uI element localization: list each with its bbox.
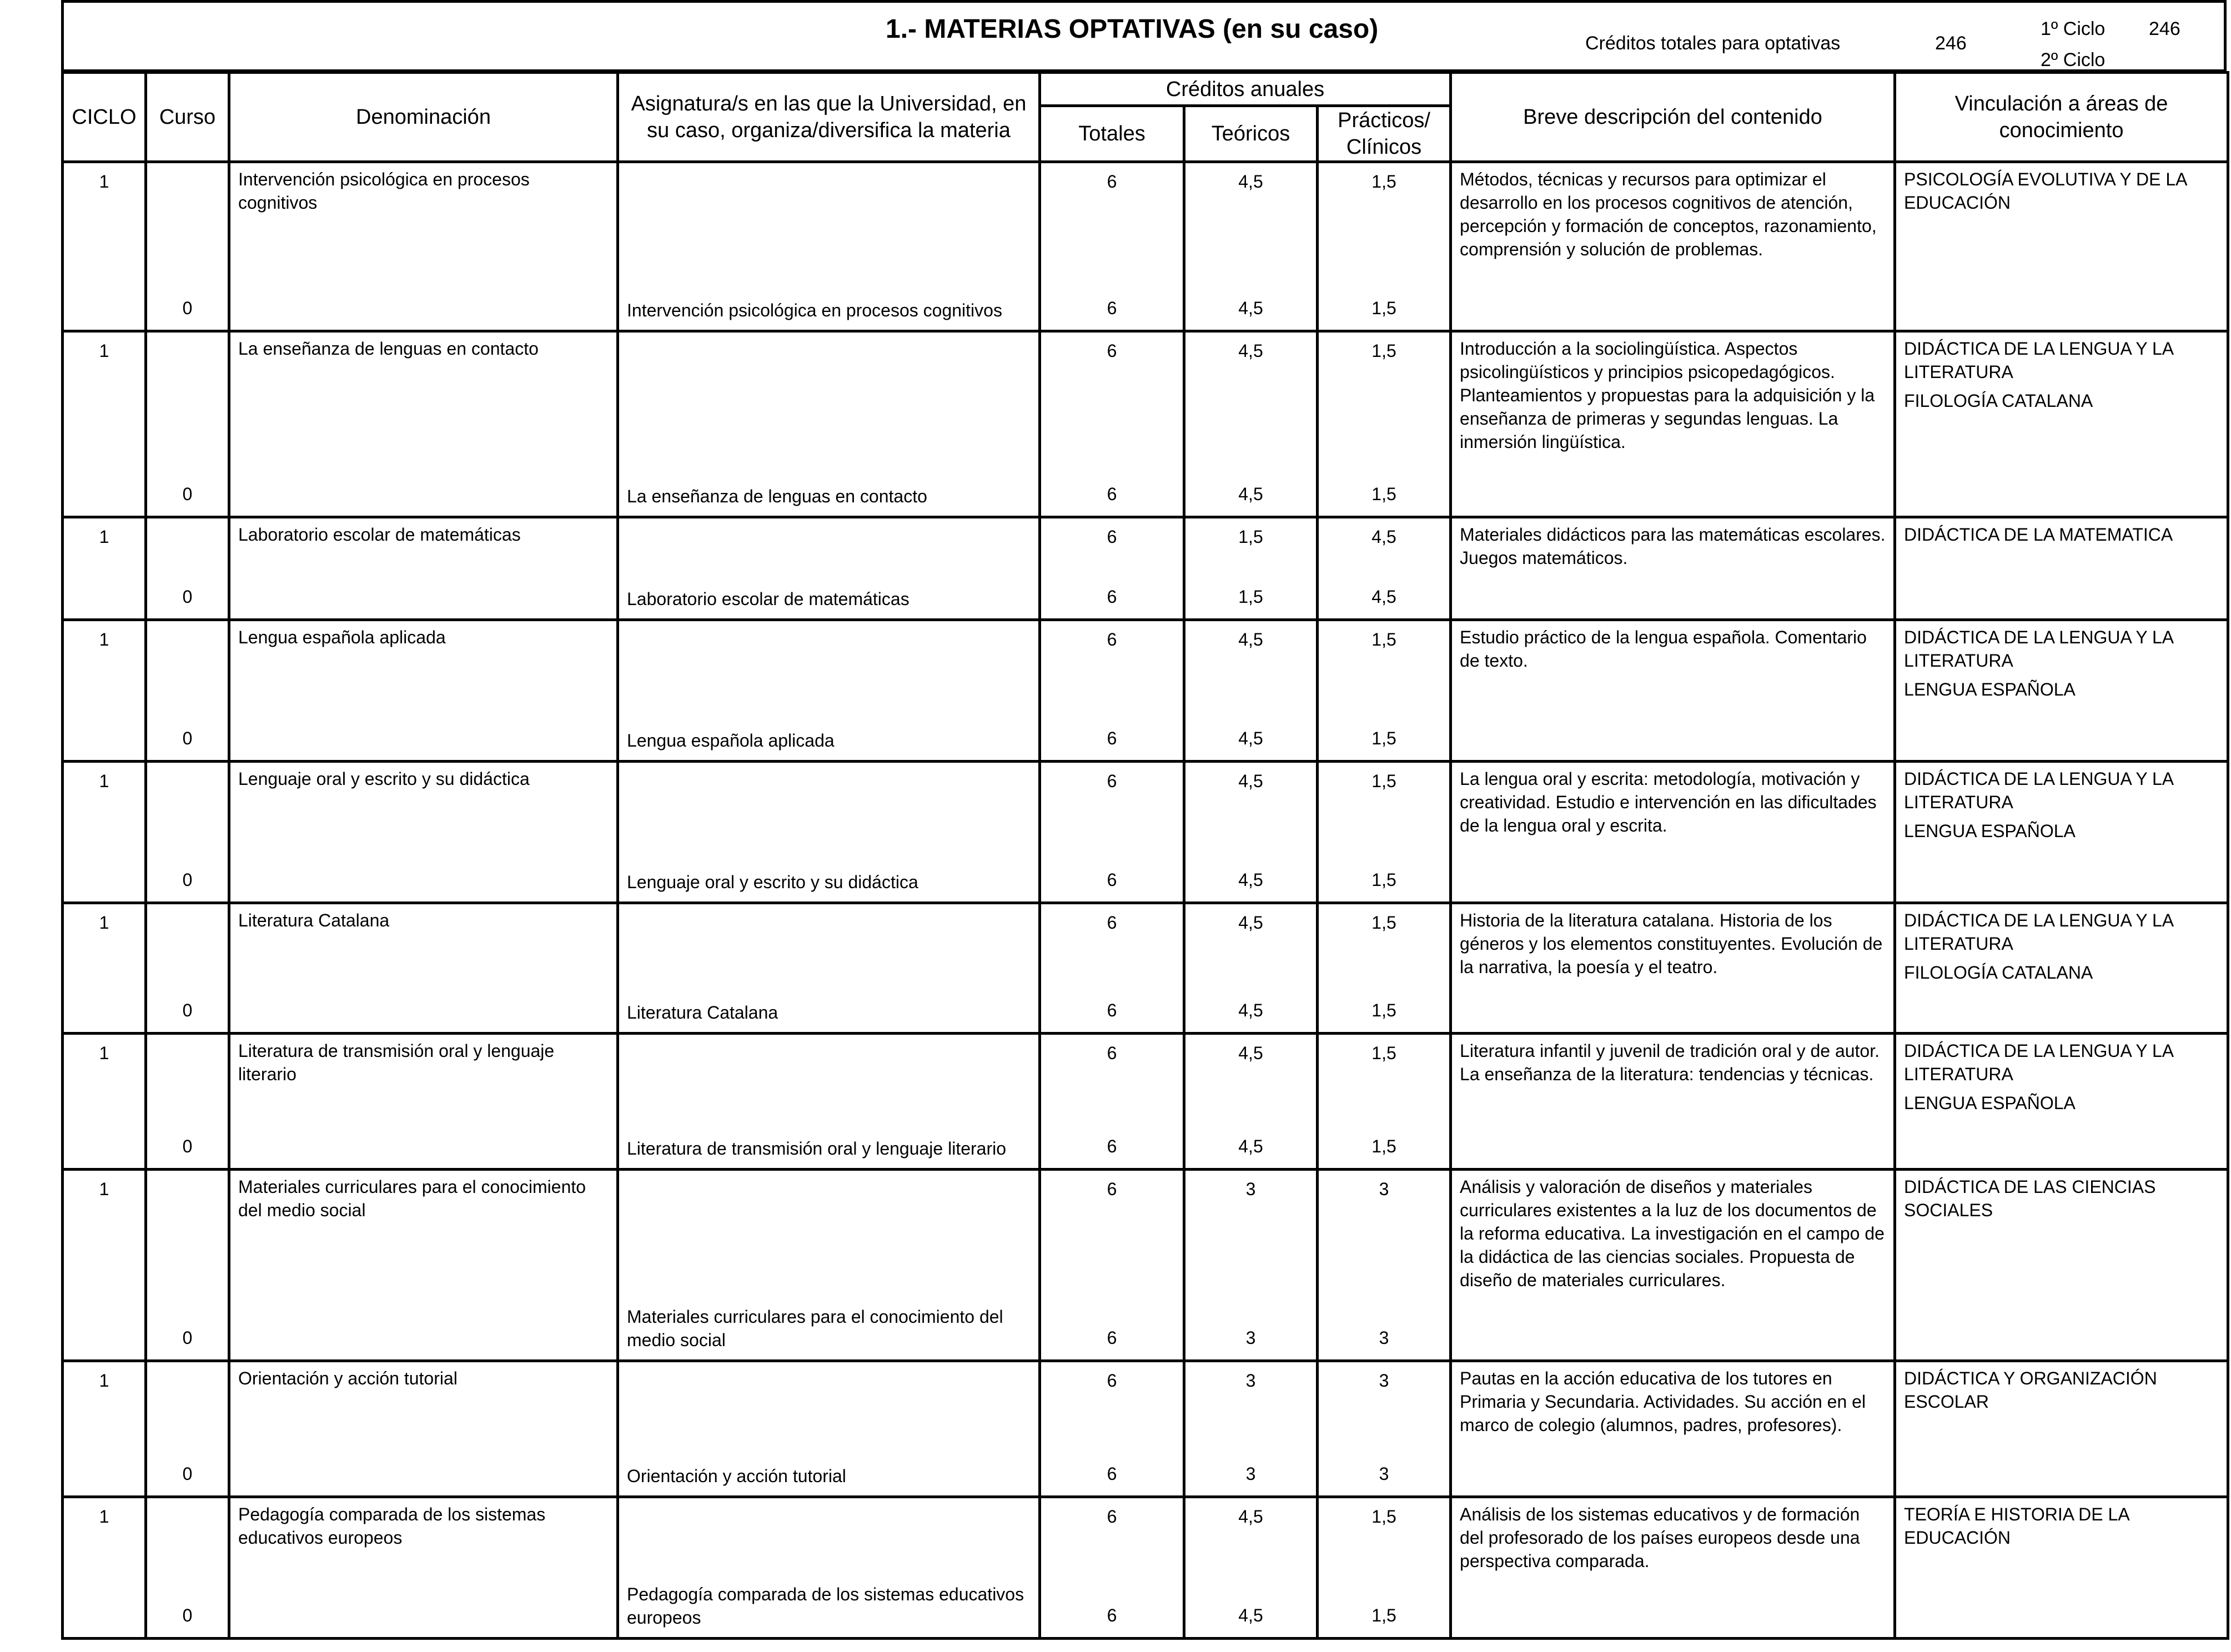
cell-teoricos: [1184, 331, 1318, 517]
descripcion-text: Literatura infantil y juvenil de tradición oral y de autor. La enseñanza de la literatura: tendencias y técnicas.: [1460, 1041, 1880, 1084]
table-row: [63, 620, 2228, 762]
teoricos-bottom: 4,5: [1238, 870, 1263, 890]
cell-teoricos: [1184, 620, 1318, 762]
area-item: FILOLOGÍA CATALANA: [1904, 391, 2093, 411]
area-item: LENGUA ESPAÑOLA: [1904, 821, 2076, 841]
practicos-bottom: 1,5: [1371, 1136, 1396, 1156]
teoricos-bottom: 1,5: [1238, 587, 1263, 607]
descripcion-text: Historia de la literatura catalana. Historia de los géneros y los elementos constituyentes. Evolución de la narrativa, la poesía y el teatro.: [1460, 910, 1883, 977]
area-item: DIDÁCTICA DE LA LENGUA Y LA LITERATURA: [1904, 627, 2173, 671]
totales-top: 6: [1107, 629, 1117, 649]
teoricos-bottom: 3: [1245, 1464, 1256, 1484]
practicos-top: 3: [1379, 1179, 1389, 1199]
cell-descripcion: [1451, 762, 1895, 903]
cell-ciclo: [63, 162, 146, 331]
cell-totales: [1040, 331, 1184, 517]
cell-practicos: [1318, 903, 1451, 1034]
descripcion-text: Estudio práctico de la lengua española. Comentario de texto.: [1460, 627, 1867, 671]
cell-curso: [146, 762, 229, 903]
asignatura-text: Literatura de transmisión oral y lenguaje literario: [627, 1139, 1007, 1159]
teoricos-top: 4,5: [1238, 172, 1263, 192]
teoricos-top: 1,5: [1238, 527, 1263, 547]
totales-bottom: 6: [1107, 870, 1117, 890]
descripcion-text: Pautas en la acción educativa de los tutores en Primaria y Secundaria. Actividades. Su acción en el marco de colegio (alumnos, padres, profesores).: [1460, 1368, 1866, 1435]
denominacion-text: Literatura Catalana: [238, 910, 390, 930]
cell-denominacion: [229, 903, 618, 1034]
cell-totales: [1040, 903, 1184, 1034]
asignatura-text: Lenguaje oral y escrito y su didáctica: [627, 872, 918, 892]
practicos-bottom: 1,5: [1371, 1605, 1396, 1625]
cell-vinculacion: [1895, 517, 2228, 620]
cell-ciclo: [63, 517, 146, 620]
asignatura-text: Lengua española aplicada: [627, 731, 835, 751]
practicos-top: 4,5: [1371, 527, 1396, 547]
teoricos-top: 4,5: [1238, 771, 1263, 791]
cell-vinculacion: [1895, 1034, 2228, 1170]
asignatura-text: Literatura Catalana: [627, 1003, 778, 1023]
cell-curso: [146, 1034, 229, 1170]
ciclo-value: 1: [99, 1507, 109, 1527]
teoricos-bottom: 3: [1245, 1328, 1256, 1348]
cell-denominacion: [229, 331, 618, 517]
cell-denominacion: [229, 517, 618, 620]
practicos-bottom: 1,5: [1371, 1000, 1396, 1020]
curso-value: 0: [182, 1328, 193, 1348]
cell-asignatura: [618, 903, 1040, 1034]
asignatura-text: Materiales curriculares para el conocimiento del medio social: [627, 1307, 1003, 1350]
credits-total: 246: [1935, 33, 1967, 54]
practicos-top: 1,5: [1371, 629, 1396, 649]
cell-totales: [1040, 1170, 1184, 1361]
cell-curso: [146, 1361, 229, 1497]
cell-descripcion: [1451, 517, 1895, 620]
descripcion-text: Introducción a la sociolingüística. Aspectos psicolingüísticos y principios psicopedagógicos. Planteamientos y propuestas para la adquisición y la enseñanza de primeras y segundas lenguas. La inmersión lingüística.: [1460, 339, 1875, 452]
practicos-top: 1,5: [1371, 172, 1396, 192]
curso-value: 0: [182, 587, 193, 607]
teoricos-bottom: 4,5: [1238, 728, 1263, 748]
denominacion-text: Laboratorio escolar de matemáticas: [238, 525, 521, 545]
practicos-top: 1,5: [1371, 1507, 1396, 1527]
cell-descripcion: [1451, 620, 1895, 762]
cell-curso: [146, 517, 229, 620]
ciclo1-label: 1º Ciclo: [2041, 18, 2106, 39]
curso-value: 0: [182, 484, 193, 504]
descripcion-text: Análisis y valoración de diseños y materiales curriculares existentes a la luz de los documentos de la reforma educativa. La investigación en el campo de la didáctica de las ciencias sociales. Propuesta de diseño de materiales curriculares.: [1460, 1177, 1885, 1290]
totales-top: 6: [1107, 771, 1117, 791]
totales-top: 6: [1107, 1043, 1117, 1063]
cell-teoricos: [1184, 1034, 1318, 1170]
cell-totales: [1040, 1497, 1184, 1639]
area-item: DIDÁCTICA Y ORGANIZACIÓN ESCOLAR: [1904, 1368, 2157, 1412]
cell-curso: [146, 620, 229, 762]
totales-bottom: 6: [1107, 1136, 1117, 1156]
cell-descripcion: [1451, 1361, 1895, 1497]
descripcion-text: Materiales didácticos para las matemáticas escolares. Juegos matemáticos.: [1460, 525, 1886, 568]
cell-teoricos: [1184, 162, 1318, 331]
cell-descripcion: [1451, 1497, 1895, 1639]
cell-teoricos: [1184, 1497, 1318, 1639]
area-item: DIDÁCTICA DE LA LENGUA Y LA LITERATURA: [1904, 769, 2173, 812]
cell-curso: [146, 1497, 229, 1639]
totales-top: 6: [1107, 1371, 1117, 1391]
practicos-top: 1,5: [1371, 913, 1396, 933]
cell-ciclo: [63, 620, 146, 762]
cell-denominacion: [229, 1361, 618, 1497]
teoricos-top: 4,5: [1238, 341, 1263, 361]
cell-vinculacion: [1895, 1361, 2228, 1497]
practicos-bottom: 1,5: [1371, 870, 1396, 890]
col-creditos: Créditos anuales: [1040, 73, 1451, 106]
credits-label: Créditos totales para optativas: [1585, 33, 1841, 54]
asignatura-text: Intervención psicológica en procesos cognitivos: [627, 300, 1002, 320]
ciclo2-label: 2º Ciclo: [2041, 49, 2106, 70]
cell-curso: [146, 903, 229, 1034]
cell-curso: [146, 1170, 229, 1361]
descripcion-text: La lengua oral y escrita: metodología, motivación y creatividad. Estudio e intervención en las dificultades de la lengua oral y escrita.: [1460, 769, 1877, 835]
cell-totales: [1040, 1361, 1184, 1497]
denominacion-text: Orientación y acción tutorial: [238, 1368, 458, 1388]
cell-asignatura: [618, 1497, 1040, 1639]
cell-curso: [146, 331, 229, 517]
denominacion-text: Lengua española aplicada: [238, 627, 446, 647]
cell-practicos: [1318, 762, 1451, 903]
cell-asignatura: [618, 1361, 1040, 1497]
document-sheet: [61, 0, 2231, 1652]
cell-vinculacion: [1895, 620, 2228, 762]
cell-totales: [1040, 620, 1184, 762]
cell-teoricos: [1184, 1170, 1318, 1361]
curso-value: 0: [182, 1136, 193, 1156]
cell-denominacion: [229, 1170, 618, 1361]
denominacion-text: Pedagogía comparada de los sistemas educativos europeos: [238, 1504, 546, 1548]
curso-value: 0: [182, 1000, 193, 1020]
totales-top: 6: [1107, 1507, 1117, 1527]
teoricos-top: 3: [1245, 1371, 1256, 1391]
ciclo1-value: 246: [2149, 18, 2180, 39]
teoricos-top: 3: [1245, 1179, 1256, 1199]
cell-practicos: [1318, 620, 1451, 762]
table-row: [63, 162, 2228, 331]
cell-practicos: [1318, 1361, 1451, 1497]
practicos-top: 1,5: [1371, 341, 1396, 361]
cell-descripcion: [1451, 331, 1895, 517]
ciclo-value: 1: [99, 1043, 109, 1063]
totales-top: 6: [1107, 527, 1117, 547]
col-vinculacion: Vinculación a áreas de conocimiento: [1895, 73, 2228, 162]
cell-teoricos: [1184, 517, 1318, 620]
totales-bottom: 6: [1107, 1328, 1117, 1348]
page-title: 1.- MATERIAS OPTATIVAS (en su caso): [886, 14, 1379, 44]
cell-asignatura: [618, 331, 1040, 517]
cell-denominacion: [229, 1497, 618, 1639]
cell-practicos: [1318, 1170, 1451, 1361]
area-item: DIDÁCTICA DE LA LENGUA Y LA LITERATURA: [1904, 910, 2173, 954]
denominacion-text: Literatura de transmisión oral y lenguaje literario: [238, 1041, 555, 1084]
col-practicos: Prácticos/ Clínicos: [1318, 106, 1451, 162]
ciclo-value: 1: [99, 1371, 109, 1391]
cell-totales: [1040, 1034, 1184, 1170]
ciclo-value: 1: [99, 341, 109, 361]
cell-vinculacion: [1895, 762, 2228, 903]
teoricos-top: 4,5: [1238, 1043, 1263, 1063]
area-item: DIDÁCTICA DE LA LENGUA Y LA LITERATURA: [1904, 1041, 2173, 1084]
cell-ciclo: [63, 331, 146, 517]
col-curso: Curso: [146, 73, 229, 162]
totales-top: 6: [1107, 1179, 1117, 1199]
area-item: DIDÁCTICA DE LA LENGUA Y LA LITERATURA: [1904, 339, 2173, 382]
totales-top: 6: [1107, 341, 1117, 361]
cell-teoricos: [1184, 762, 1318, 903]
cell-practicos: [1318, 331, 1451, 517]
cell-totales: [1040, 762, 1184, 903]
asignatura-text: Pedagogía comparada de los sistemas educativos europeos: [627, 1584, 1024, 1628]
asignatura-text: Orientación y acción tutorial: [627, 1466, 846, 1486]
cell-practicos: [1318, 1497, 1451, 1639]
table-row: [63, 1170, 2228, 1361]
subjects-table: [61, 71, 2229, 1640]
cell-ciclo: [63, 1170, 146, 1361]
cell-ciclo: [63, 1361, 146, 1497]
practicos-top: 3: [1379, 1371, 1389, 1391]
area-item: DIDÁCTICA DE LA MATEMATICA: [1904, 525, 2173, 545]
teoricos-bottom: 4,5: [1238, 1136, 1263, 1156]
teoricos-top: 4,5: [1238, 1507, 1263, 1527]
cell-denominacion: [229, 162, 618, 331]
descripcion-text: Análisis de los sistemas educativos y de formación del profesorado de los países europeos desde una perspectiva comparada.: [1460, 1504, 1860, 1571]
denominacion-text: La enseñanza de lenguas en contacto: [238, 339, 539, 359]
practicos-bottom: 3: [1379, 1464, 1389, 1484]
table-body: [63, 162, 2228, 1639]
title-bar: [61, 0, 2227, 72]
totales-top: 6: [1107, 172, 1117, 192]
cell-descripcion: [1451, 1170, 1895, 1361]
cell-teoricos: [1184, 903, 1318, 1034]
denominacion-text: Lenguaje oral y escrito y su didáctica: [238, 769, 530, 789]
cell-descripcion: [1451, 1034, 1895, 1170]
totales-bottom: 6: [1107, 1000, 1117, 1020]
cell-vinculacion: [1895, 162, 2228, 331]
col-teoricos: Teóricos: [1184, 106, 1318, 162]
denominacion-text: Intervención psicológica en procesos cognitivos: [238, 169, 530, 213]
ciclo-value: 1: [99, 172, 109, 192]
cell-vinculacion: [1895, 903, 2228, 1034]
ciclo-value: 1: [99, 771, 109, 791]
table-row: [63, 1034, 2228, 1170]
curso-value: 0: [182, 728, 193, 748]
practicos-bottom: 4,5: [1371, 587, 1396, 607]
cell-asignatura: [618, 1170, 1040, 1361]
cell-descripcion: [1451, 162, 1895, 331]
practicos-bottom: 1,5: [1371, 728, 1396, 748]
teoricos-bottom: 4,5: [1238, 484, 1263, 504]
cell-ciclo: [63, 1497, 146, 1639]
cell-asignatura: [618, 762, 1040, 903]
area-item: LENGUA ESPAÑOLA: [1904, 1093, 2076, 1113]
totales-bottom: 6: [1107, 298, 1117, 318]
ciclo-value: 1: [99, 1179, 109, 1199]
teoricos-top: 4,5: [1238, 913, 1263, 933]
totales-bottom: 6: [1107, 728, 1117, 748]
cell-ciclo: [63, 1034, 146, 1170]
cell-vinculacion: [1895, 331, 2228, 517]
cell-totales: [1040, 517, 1184, 620]
cell-denominacion: [229, 1034, 618, 1170]
ciclo-value: 1: [99, 913, 109, 933]
cell-teoricos: [1184, 1361, 1318, 1497]
col-denominacion: Denominación: [229, 73, 618, 162]
cell-descripcion: [1451, 903, 1895, 1034]
curso-value: 0: [182, 298, 193, 318]
cell-asignatura: [618, 1034, 1040, 1170]
teoricos-top: 4,5: [1238, 629, 1263, 649]
area-item: LENGUA ESPAÑOLA: [1904, 679, 2076, 699]
curso-value: 0: [182, 1464, 193, 1484]
cell-practicos: [1318, 517, 1451, 620]
table-row: [63, 517, 2228, 620]
curso-value: 0: [182, 870, 193, 890]
curso-value: 0: [182, 1605, 193, 1625]
cell-ciclo: [63, 762, 146, 903]
table-row: [63, 903, 2228, 1034]
totales-bottom: 6: [1107, 1464, 1117, 1484]
teoricos-bottom: 4,5: [1238, 1605, 1263, 1625]
teoricos-bottom: 4,5: [1238, 298, 1263, 318]
area-item: PSICOLOGÍA EVOLUTIVA Y DE LA EDUCACIÓN: [1904, 169, 2187, 213]
cell-denominacion: [229, 620, 618, 762]
denominacion-text: Materiales curriculares para el conocimiento del medio social: [238, 1177, 586, 1220]
cell-curso: [146, 162, 229, 331]
col-totales: Totales: [1040, 106, 1184, 162]
area-item: TEORÍA E HISTORIA DE LA EDUCACIÓN: [1904, 1504, 2129, 1548]
totales-top: 6: [1107, 913, 1117, 933]
table-row: [63, 1497, 2228, 1639]
cell-asignatura: [618, 620, 1040, 762]
cell-ciclo: [63, 903, 146, 1034]
practicos-bottom: 1,5: [1371, 298, 1396, 318]
col-asignatura: Asignatura/s en las que la Universidad, en su caso, organiza/diversifica la materia: [618, 73, 1040, 162]
table-row: [63, 762, 2228, 903]
practicos-bottom: 3: [1379, 1328, 1389, 1348]
asignatura-text: Laboratorio escolar de matemáticas: [627, 589, 910, 609]
totales-bottom: 6: [1107, 1605, 1117, 1625]
cell-asignatura: [618, 517, 1040, 620]
totales-bottom: 6: [1107, 587, 1117, 607]
table-row: [63, 1361, 2228, 1497]
col-descripcion: Breve descripción del contenido: [1451, 73, 1895, 162]
asignatura-text: La enseñanza de lenguas en contacto: [627, 486, 927, 506]
cell-practicos: [1318, 1034, 1451, 1170]
cell-denominacion: [229, 762, 618, 903]
ciclo-value: 1: [99, 629, 109, 649]
cell-vinculacion: [1895, 1170, 2228, 1361]
area-item: FILOLOGÍA CATALANA: [1904, 963, 2093, 983]
practicos-top: 1,5: [1371, 1043, 1396, 1063]
cell-asignatura: [618, 162, 1040, 331]
descripcion-text: Métodos, técnicas y recursos para optimizar el desarrollo en los procesos cognitivos de atención, percepción y formación de conceptos, razonamiento, comprensión y solución de problemas.: [1460, 169, 1877, 259]
practicos-bottom: 1,5: [1371, 484, 1396, 504]
totales-bottom: 6: [1107, 484, 1117, 504]
col-ciclo: CICLO: [63, 73, 146, 162]
teoricos-bottom: 4,5: [1238, 1000, 1263, 1020]
practicos-top: 1,5: [1371, 771, 1396, 791]
cell-totales: [1040, 162, 1184, 331]
ciclo-value: 1: [99, 527, 109, 547]
table-row: [63, 331, 2228, 517]
cell-practicos: [1318, 162, 1451, 331]
area-item: DIDÁCTICA DE LAS CIENCIAS SOCIALES: [1904, 1177, 2156, 1220]
cell-vinculacion: [1895, 1497, 2228, 1639]
